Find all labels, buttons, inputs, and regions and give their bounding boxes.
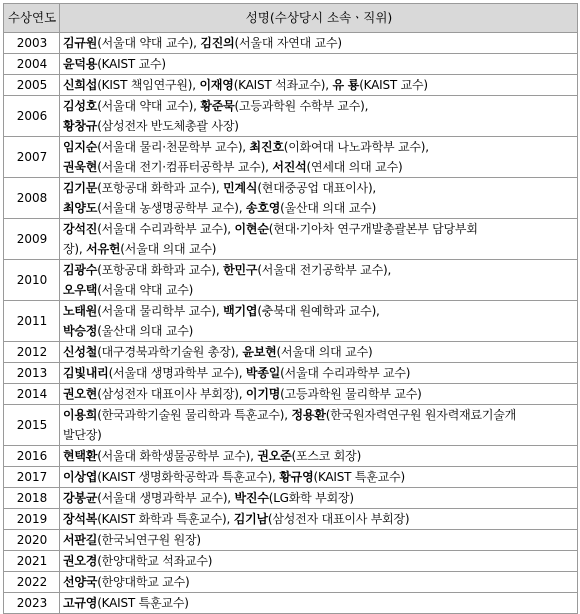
table-row bbox=[4, 467, 578, 488]
awardee-affiliation: (한국과학기술원 물리학과 특훈교수), bbox=[97, 408, 292, 422]
awardee-line bbox=[63, 157, 575, 177]
awardee-affiliation: (서울대 의대 교수) bbox=[120, 242, 217, 256]
award-year: 2017 bbox=[4, 467, 60, 488]
awardee-affiliation: (서울대 자연대 교수) bbox=[234, 36, 342, 50]
awardee-list bbox=[60, 96, 578, 137]
awardee-affiliation: (서울대 생명과학부 교수), bbox=[108, 366, 246, 380]
awardee-affiliation: (서울대 약대 교수), bbox=[97, 36, 201, 50]
awardee-line bbox=[63, 363, 575, 383]
awardee-line bbox=[63, 384, 575, 404]
table-row bbox=[4, 551, 578, 572]
awardee-affiliation: (서울대 물리학부 교수), bbox=[97, 304, 224, 318]
table-header-row bbox=[4, 4, 578, 33]
table-row bbox=[4, 219, 578, 260]
awardee-line bbox=[63, 301, 575, 321]
awardee-affiliation: (서울대 수리과학부 교수), bbox=[97, 222, 235, 236]
table-row bbox=[4, 509, 578, 530]
awardee-name: 서유헌 bbox=[86, 242, 121, 256]
awardee-affiliation: 장), bbox=[63, 242, 87, 256]
awardee-line bbox=[63, 488, 575, 508]
awardee-affiliation: 발단장) bbox=[63, 428, 102, 442]
awardee-line bbox=[63, 198, 575, 218]
awardee-name: 신성철 bbox=[63, 345, 98, 359]
awardee-name: 황준묵 bbox=[200, 99, 235, 113]
awardee-line bbox=[63, 239, 575, 259]
awardee-list bbox=[60, 467, 578, 488]
awardee-line bbox=[63, 33, 575, 53]
awardee-affiliation: (울산대 의대 교수) bbox=[97, 324, 194, 338]
awardee-name: 김규원 bbox=[63, 36, 98, 50]
table-row bbox=[4, 137, 578, 178]
table-row bbox=[4, 593, 578, 614]
awardee-affiliation: (한국원자력연구원 원자력재료기술개 bbox=[325, 408, 517, 422]
awardee-line bbox=[63, 116, 575, 136]
awardee-line bbox=[63, 530, 575, 550]
award-year: 2021 bbox=[4, 551, 60, 572]
awardee-affiliation: (삼성전자 반도체총괄 사장) bbox=[97, 119, 239, 133]
table-row bbox=[4, 446, 578, 467]
table-row bbox=[4, 75, 578, 96]
header-names: 성명(수상당시 소속ㆍ직위) bbox=[60, 4, 578, 33]
awardee-name: 황창규 bbox=[63, 119, 98, 133]
awardee-line bbox=[63, 280, 575, 300]
awardee-name: 이재영 bbox=[199, 78, 234, 92]
awardee-name: 현택환 bbox=[63, 449, 98, 463]
awardee-name: 최양도 bbox=[63, 201, 98, 215]
table-row bbox=[4, 488, 578, 509]
table-row bbox=[4, 363, 578, 384]
awardee-name: 서판길 bbox=[63, 533, 98, 547]
awardee-list bbox=[60, 178, 578, 219]
awardee-affiliation: (서울대 약대 교수) bbox=[97, 283, 194, 297]
awardee-affiliation: (대구경북과학기술원 총장), bbox=[97, 345, 243, 359]
awardee-line bbox=[63, 137, 575, 157]
table-row bbox=[4, 96, 578, 137]
awardee-name: 박종일 bbox=[245, 366, 281, 380]
awardee-name: 김기남 bbox=[233, 512, 268, 526]
award-year: 2023 bbox=[4, 593, 60, 614]
awardee-affiliation: (KAIST 특훈교수) bbox=[313, 470, 405, 484]
awardee-name: 이상엽 bbox=[63, 470, 98, 484]
awardee-affiliation: (KAIST 석좌교수), bbox=[233, 78, 333, 92]
awardee-name: 이현순 bbox=[234, 222, 269, 236]
awardee-affiliation: (울산대 의대 교수) bbox=[280, 201, 377, 215]
awardee-affiliation: (서울대 생명과학부 교수), bbox=[97, 491, 235, 505]
awardee-list bbox=[60, 75, 578, 96]
awardee-line bbox=[63, 572, 575, 592]
award-year: 2004 bbox=[4, 54, 60, 75]
awardee-line bbox=[63, 405, 575, 425]
awardee-name: 송호영 bbox=[245, 201, 281, 215]
awardee-list bbox=[60, 137, 578, 178]
awardee-name: 김기문 bbox=[63, 181, 98, 195]
awardee-name: 김광수 bbox=[63, 263, 98, 277]
awardee-affiliation: (삼성전자 대표이사 부회장), bbox=[97, 387, 246, 401]
awardee-list bbox=[60, 405, 578, 446]
awardee-name: 신희섭 bbox=[63, 78, 98, 92]
award-year: 2022 bbox=[4, 572, 60, 593]
header-year: 수상연도 bbox=[4, 4, 60, 33]
awardee-name: 오우택 bbox=[63, 283, 98, 297]
awardee-name: 이기명 bbox=[245, 387, 281, 401]
awardee-name: 권오준 bbox=[257, 449, 292, 463]
awardee-list bbox=[60, 530, 578, 551]
awardee-affiliation: (LG화학 부회장) bbox=[268, 491, 354, 505]
awardee-line bbox=[63, 446, 575, 466]
awardee-line bbox=[63, 509, 575, 529]
awardee-list bbox=[60, 54, 578, 75]
award-year: 2018 bbox=[4, 488, 60, 509]
awardee-name: 민계식 bbox=[223, 181, 258, 195]
awardee-affiliation: (한양대학교 교수) bbox=[97, 575, 190, 589]
awardee-name: 유 룡 bbox=[332, 78, 360, 92]
awardee-affiliation: (서울대 물리·천문학부 교수), bbox=[97, 140, 250, 154]
awardee-list bbox=[60, 219, 578, 260]
awardee-line bbox=[63, 219, 575, 239]
table-row bbox=[4, 33, 578, 54]
awardee-line bbox=[63, 593, 575, 613]
awardee-affiliation: (한양대학교 석좌교수) bbox=[97, 554, 213, 568]
awardee-affiliation: (충북대 원예학과 교수), bbox=[257, 304, 380, 318]
award-year: 2016 bbox=[4, 446, 60, 467]
awardee-name: 장석복 bbox=[63, 512, 98, 526]
awardee-name: 윤덕용 bbox=[63, 57, 98, 71]
table-row bbox=[4, 405, 578, 446]
awardee-list bbox=[60, 342, 578, 363]
table-row bbox=[4, 572, 578, 593]
award-year: 2008 bbox=[4, 178, 60, 219]
awardee-list bbox=[60, 593, 578, 614]
table-body bbox=[4, 33, 578, 614]
awardee-line bbox=[63, 75, 575, 95]
awardee-affiliation: (이화여대 나노과학부 교수), bbox=[283, 140, 429, 154]
award-year: 2014 bbox=[4, 384, 60, 405]
awardee-list bbox=[60, 301, 578, 342]
award-year: 2012 bbox=[4, 342, 60, 363]
awardee-name: 노태원 bbox=[63, 304, 98, 318]
awardee-name: 황규영 bbox=[279, 470, 314, 484]
table-row bbox=[4, 178, 578, 219]
awardee-name: 박승정 bbox=[63, 324, 98, 338]
awardee-name: 백기엽 bbox=[223, 304, 258, 318]
awardee-affiliation: (현대·기아차 연구개발총괄본부 담당부회 bbox=[268, 222, 478, 236]
awardee-list bbox=[60, 446, 578, 467]
awardee-line bbox=[63, 260, 575, 280]
awardee-affiliation: (서울대 농생명공학부 교수), bbox=[97, 201, 246, 215]
awardee-name: 강봉균 bbox=[63, 491, 98, 505]
awardee-affiliation: (고등과학원 물리학부 교수) bbox=[280, 387, 422, 401]
awardee-name: 강석진 bbox=[63, 222, 98, 236]
table-row bbox=[4, 54, 578, 75]
awardee-affiliation: (KAIST 교수) bbox=[359, 78, 428, 92]
award-year: 2003 bbox=[4, 33, 60, 54]
awardee-line bbox=[63, 96, 575, 116]
awardee-affiliation: (연세대 의대 교수) bbox=[306, 160, 403, 174]
awardee-affiliation: (서울대 약대 교수), bbox=[97, 99, 201, 113]
awardee-name: 임지순 bbox=[63, 140, 98, 154]
awardee-name: 권오경 bbox=[63, 554, 98, 568]
awardee-affiliation: (한국뇌연구원 원장) bbox=[97, 533, 201, 547]
award-year: 2020 bbox=[4, 530, 60, 551]
award-year: 2011 bbox=[4, 301, 60, 342]
awardee-name: 김빛내리 bbox=[63, 366, 109, 380]
award-year: 2007 bbox=[4, 137, 60, 178]
awardee-name: 한민구 bbox=[223, 263, 258, 277]
awardee-line bbox=[63, 425, 575, 445]
awardee-list bbox=[60, 33, 578, 54]
award-year: 2005 bbox=[4, 75, 60, 96]
award-year: 2019 bbox=[4, 509, 60, 530]
award-year: 2015 bbox=[4, 405, 60, 446]
awardee-list bbox=[60, 363, 578, 384]
awardee-affiliation: (KAIST 교수) bbox=[97, 57, 166, 71]
awardee-list bbox=[60, 260, 578, 301]
table-row bbox=[4, 342, 578, 363]
awardee-affiliation: (KAIST 화학과 특훈교수), bbox=[97, 512, 234, 526]
awardee-name: 서진석 bbox=[272, 160, 307, 174]
awardee-affiliation: (서울대 의대 교수) bbox=[276, 345, 373, 359]
award-year: 2013 bbox=[4, 363, 60, 384]
awardee-affiliation: (포항공대 화학과 교수), bbox=[97, 181, 224, 195]
awards-table bbox=[3, 3, 578, 614]
awardee-affiliation: (서울대 전기·컴퓨터공학부 교수), bbox=[97, 160, 273, 174]
awardee-name: 정용환 bbox=[291, 408, 326, 422]
awardee-list bbox=[60, 551, 578, 572]
awardee-affiliation: (포항공대 화학과 교수), bbox=[97, 263, 224, 277]
awardee-affiliation: (서울대 화학생물공학부 교수), bbox=[97, 449, 258, 463]
awardee-affiliation: (KAIST 특훈교수) bbox=[97, 596, 189, 610]
awardee-affiliation: (고등과학원 수학부 교수), bbox=[234, 99, 369, 113]
awardee-line bbox=[63, 321, 575, 341]
awardee-line bbox=[63, 551, 575, 571]
awardee-list bbox=[60, 509, 578, 530]
awardee-list bbox=[60, 572, 578, 593]
table-row bbox=[4, 384, 578, 405]
awardee-list bbox=[60, 384, 578, 405]
awardee-name: 윤보현 bbox=[242, 345, 277, 359]
award-year: 2010 bbox=[4, 260, 60, 301]
awardee-affiliation: (현대중공업 대표이사), bbox=[257, 181, 377, 195]
awardee-affiliation: (KAIST 생명화학공학과 특훈교수), bbox=[97, 470, 280, 484]
awardee-affiliation: (삼성전자 대표이사 부회장) bbox=[267, 512, 410, 526]
awardee-line bbox=[63, 54, 575, 74]
awardee-affiliation: (서울대 전기공학부 교수), bbox=[257, 263, 392, 277]
awardee-name: 권오현 bbox=[63, 387, 98, 401]
table-row bbox=[4, 260, 578, 301]
awardee-affiliation: (서울대 수리과학부 교수) bbox=[280, 366, 411, 380]
awardee-name: 선양국 bbox=[63, 575, 98, 589]
awardee-line bbox=[63, 467, 575, 487]
awardee-list bbox=[60, 488, 578, 509]
awardee-affiliation: (포스코 회장) bbox=[291, 449, 362, 463]
awardee-name: 고규영 bbox=[63, 596, 98, 610]
awardee-name: 이용희 bbox=[63, 408, 98, 422]
awardee-affiliation: (KIST 책임연구원), bbox=[97, 78, 200, 92]
awardee-line bbox=[63, 178, 575, 198]
awardee-name: 최진호 bbox=[249, 140, 284, 154]
award-year: 2006 bbox=[4, 96, 60, 137]
awardee-name: 김진의 bbox=[200, 36, 235, 50]
table-row bbox=[4, 530, 578, 551]
awardee-name: 권욱현 bbox=[63, 160, 98, 174]
award-year: 2009 bbox=[4, 219, 60, 260]
awardee-name: 김성호 bbox=[63, 99, 98, 113]
awardee-line bbox=[63, 342, 575, 362]
awardee-name: 박진수 bbox=[234, 491, 269, 505]
table-row bbox=[4, 301, 578, 342]
